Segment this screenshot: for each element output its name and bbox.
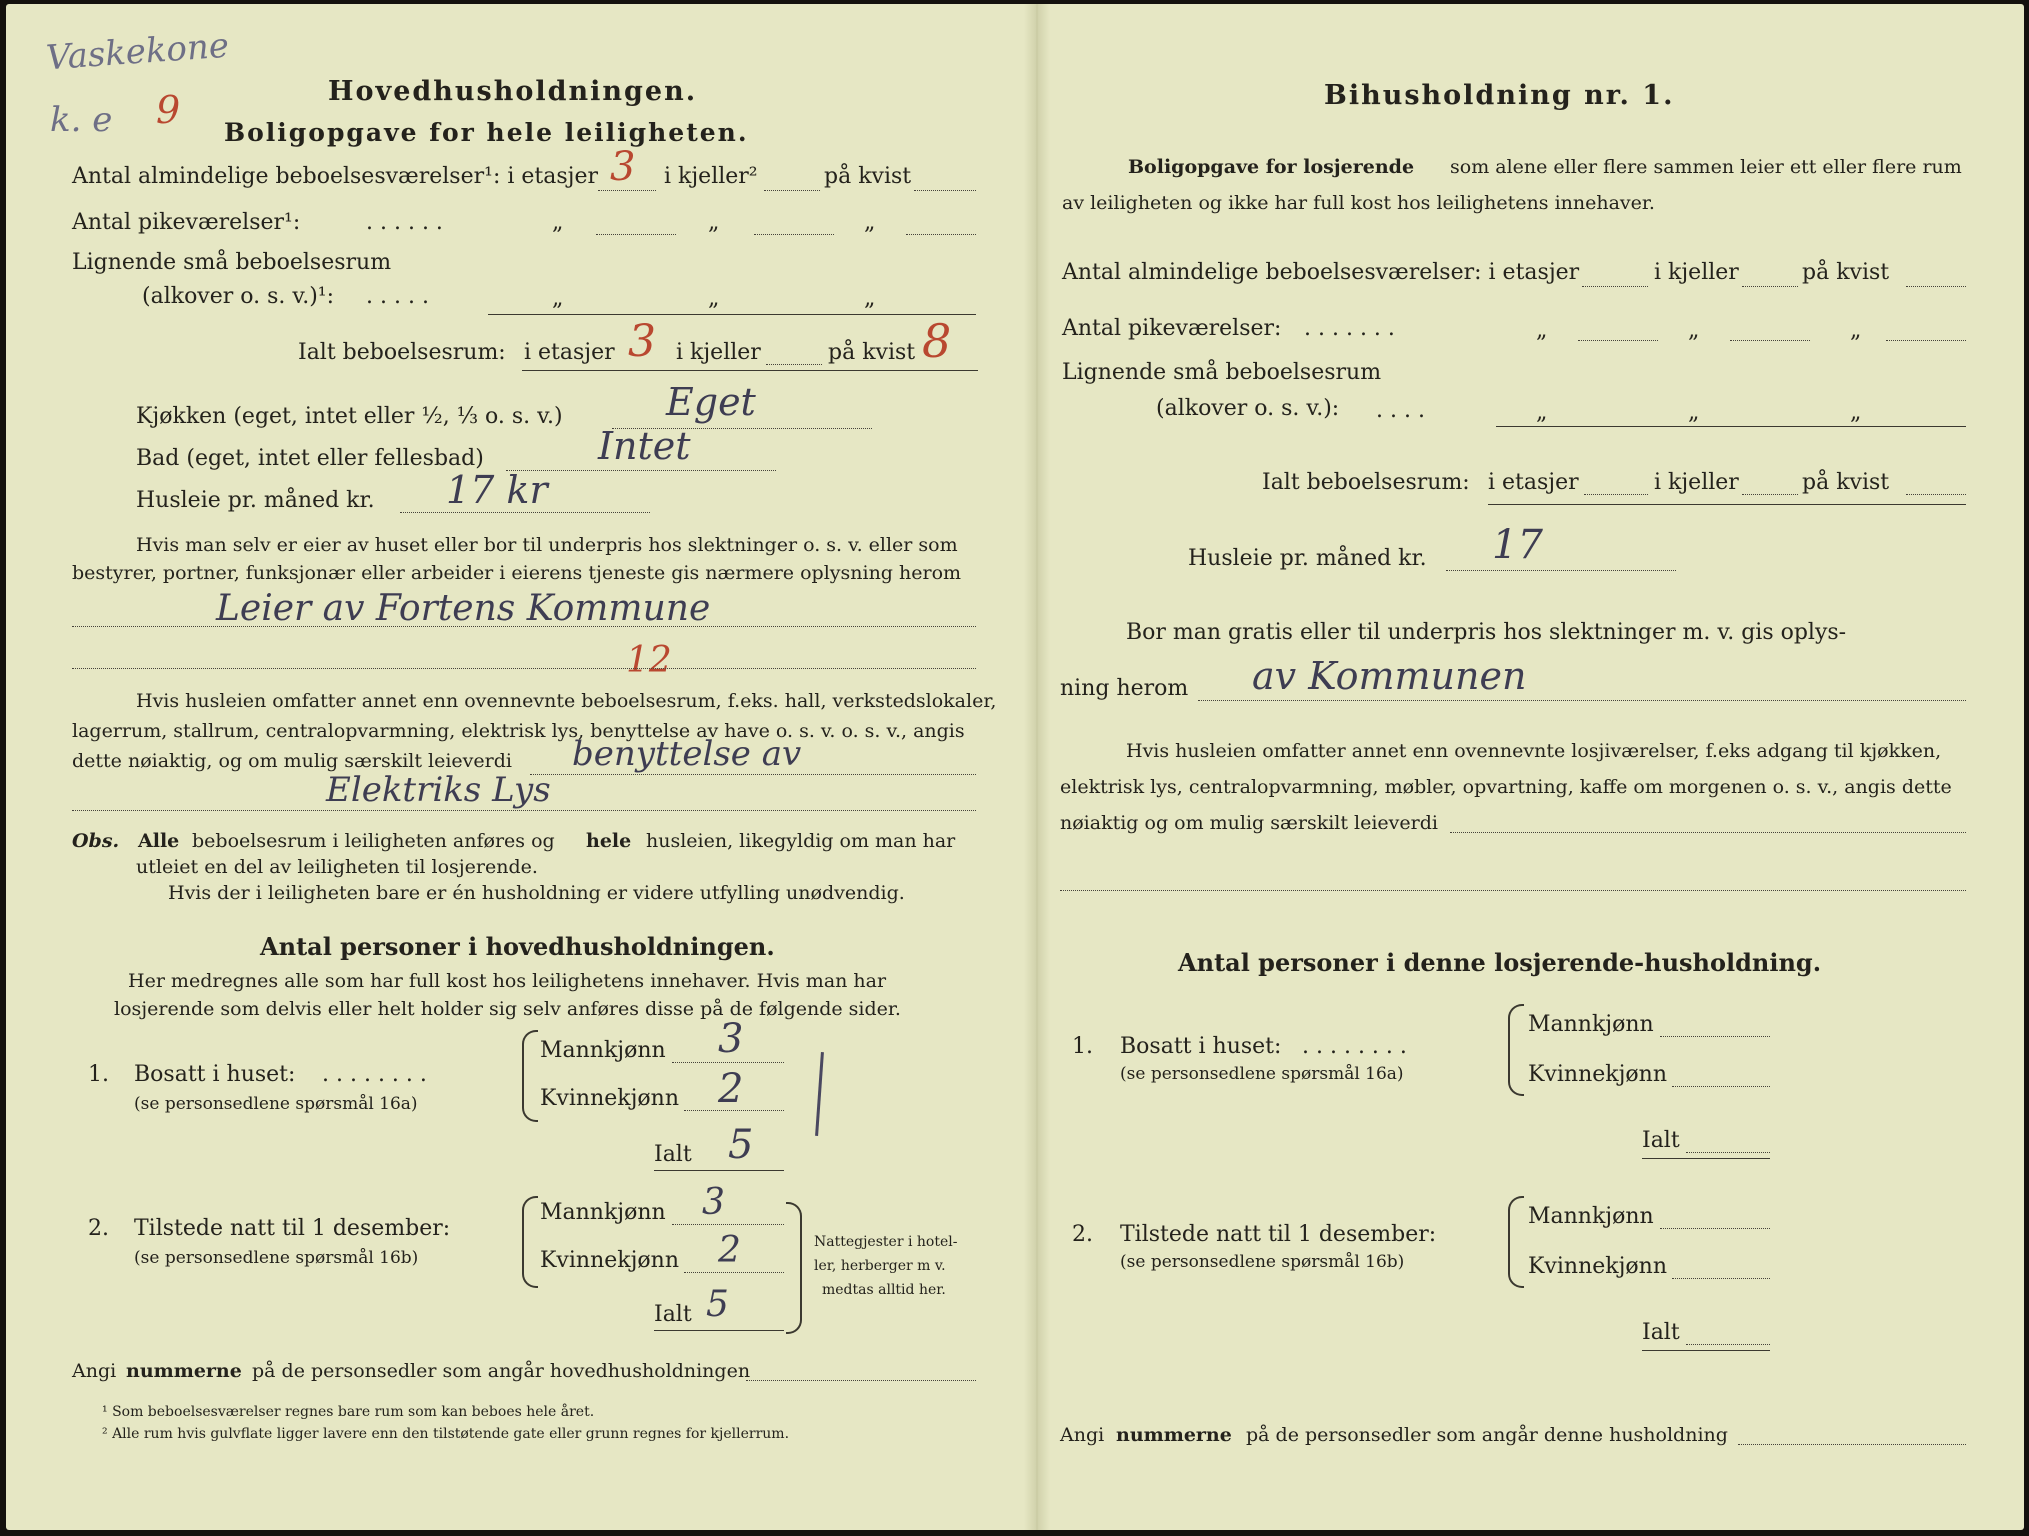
left-ialt-kjeller-label: i kjeller [676, 340, 761, 365]
left-lignende-q3: „ [864, 286, 876, 311]
left-kjokken-value: Eget [666, 380, 756, 424]
right-omfatter-line1: Hvis husleien omfatter annet enn ovennevnte losjiværelser, f.eks adgang til kjøkken, [1126, 740, 1942, 762]
right-intro-text: som alene eller flere sammen leier ett eller flere rum [1450, 156, 1962, 178]
right-angi-nummerne: nummerne [1116, 1424, 1232, 1446]
left-tilstede-mann-value: 3 [702, 1182, 725, 1223]
left-ialt-label: Ialt beboelsesrum: [298, 340, 506, 365]
right-bosatt-sub: (se personsedlene spørsmål 16a) [1120, 1064, 1404, 1084]
right-tilstede-num: 2. [1072, 1222, 1093, 1247]
left-angi-text1: Angi [72, 1360, 117, 1382]
right-angi-text1: Angi [1060, 1424, 1105, 1446]
census-form-sheet [6, 4, 2024, 1530]
left-rooms-kjeller-label: i kjeller² [664, 164, 758, 189]
right-intro-bold: Boligopgave for losjerende [1128, 156, 1415, 178]
margin-note-line2: k. e [50, 100, 113, 140]
right-tilstede-ialt-label: Ialt [1642, 1320, 1680, 1345]
right-personer-title: Antal personer i denne losjerende-husholdning. [1178, 948, 1822, 977]
right-lignende-dots: . . . . [1376, 398, 1425, 423]
right-tilstede-label: Tilstede natt til 1 desember: [1120, 1222, 1437, 1247]
right-gratis-line2: ning herom [1060, 676, 1189, 701]
left-bosatt-sub: (se personsedlene spørsmål 16a) [134, 1094, 418, 1114]
left-rooms-kvist-label: på kvist [824, 164, 912, 189]
left-ialt-etasjer-value: 3 [628, 316, 656, 367]
left-lignende-q1: „ [552, 286, 564, 311]
footnote-2: ² Alle rum hvis gulvflate ligger lavere enn den tilstøtende gate eller grunn regnes for kjellerrum. [102, 1426, 790, 1442]
left-title: Hovedhusholdningen. [328, 76, 698, 107]
left-kjokken-label: Kjøkken (eget, intet eller ½, ⅓ o. s. v.) [136, 404, 563, 429]
left-eier-line2: bestyrer, portner, funksjonær eller arbeider i eierens tjeneste gis nærmere oplysning herom [72, 562, 962, 584]
left-pike-q1: „ [552, 210, 564, 235]
right-bosatt-label: Bosatt i huset: [1120, 1034, 1282, 1059]
left-angi-text2: på de personsedler som angår hovedhusholdningen [252, 1360, 751, 1382]
left-rooms-label: Antal almindelige beboelsesværelser¹: i etasjer [72, 164, 599, 189]
right-ialt-etasjer-label: i etasjer [1488, 470, 1579, 495]
right-tilstede-sub: (se personsedlene spørsmål 16b) [1120, 1252, 1405, 1272]
left-tilstede-kvinne-value: 2 [718, 1230, 741, 1271]
page-fold [1024, 4, 1050, 1530]
right-bosatt-brace [1508, 1004, 1524, 1096]
left-personer-line1: Her medregnes alle som har full kost hos leilighetens innehaver. Hvis man har [128, 970, 887, 992]
left-pike-q2: „ [708, 210, 720, 235]
right-tilstede-kvinne-label: Kvinnekjønn [1528, 1254, 1667, 1279]
left-obs-prefix: Obs. [72, 830, 120, 852]
left-ialt-etasjer-label: i etasjer [524, 340, 615, 365]
margin-note-red-mark: 9 [156, 88, 181, 132]
left-bosatt-dots: . . . . . . . . [322, 1062, 427, 1087]
right-pike-q2: „ [1688, 318, 1700, 343]
left-tilstede-label: Tilstede natt til 1 desember: [134, 1216, 451, 1241]
left-obs-text2: husleien, likegyldig om man har [646, 830, 956, 852]
right-rooms-label: Antal almindelige beboelsesværelser: i etasjer [1062, 260, 1580, 285]
left-tilstede-kvinne-label: Kvinnekjønn [540, 1248, 679, 1273]
right-intro-line2: av leiligheten og ikke har full kost hos leilighetens innehaver. [1062, 192, 1655, 214]
left-obs-hele: hele [586, 830, 632, 852]
left-bosatt-kvinne-value: 2 [718, 1066, 744, 1112]
left-omfatter-line1: Hvis husleien omfatter annet enn ovennevnte beboelsesrum, f.eks. hall, verkstedslokaler, [136, 690, 997, 712]
right-bosatt-dots: . . . . . . . . [1302, 1034, 1407, 1059]
right-pike-dots: . . . . . . . [1304, 316, 1395, 341]
left-nattegjester-line1: Nattegjester i hotel- [814, 1234, 958, 1250]
left-bosatt-kvinne-label: Kvinnekjønn [540, 1086, 679, 1111]
left-nattegjester-line3: medtas alltid her. [822, 1282, 946, 1298]
right-lignende-q1: „ [1536, 400, 1548, 425]
left-obs-line2: utleiet en del av leiligheten til losjerende. [136, 856, 538, 878]
left-bosatt-brace [522, 1030, 538, 1122]
right-gratis-line1: Bor man gratis eller til underpris hos slektninger m. v. gis oplys- [1126, 620, 1847, 645]
left-bad-value: Intet [598, 424, 691, 468]
left-personer-line2: losjerende som delvis eller helt holder sig selv anføres disse på de følgende sider. [114, 998, 901, 1020]
right-tilstede-mann-label: Mannkjønn [1528, 1204, 1654, 1229]
right-bosatt-kvinne-label: Kvinnekjønn [1528, 1062, 1667, 1087]
left-lignende-line2: (alkover o. s. v.)¹: [142, 284, 335, 309]
left-tilstede-sub: (se personsedlene spørsmål 16b) [134, 1248, 419, 1268]
right-lignende-q2: „ [1688, 400, 1700, 425]
left-tilstede-num: 2. [88, 1216, 109, 1241]
left-eier-line1: Hvis man selv er eier av huset eller bor til underpris hos slektninger o. s. v. eller som [136, 534, 958, 556]
footnote-1: ¹ Som beboelsesværelser regnes bare rum som kan beboes hele året. [102, 1404, 595, 1420]
right-rooms-kjeller-label: i kjeller [1654, 260, 1739, 285]
right-pike-q1: „ [1536, 318, 1548, 343]
right-lignende-line2: (alkover o. s. v.): [1156, 396, 1340, 421]
left-obs-text1: beboelsesrum i leiligheten anføres og [192, 830, 555, 852]
right-omfatter-line2: elektrisk lys, centralopvarmning, møbler, opvartning, kaffe om morgenen o. s. v., angis dette [1060, 776, 1952, 798]
left-tilstede-ialt-value: 5 [706, 1284, 729, 1325]
right-bosatt-ialt-label: Ialt [1642, 1128, 1680, 1153]
margin-note-line1: Vaskekone [44, 25, 231, 79]
right-lignende-q3: „ [1850, 400, 1862, 425]
right-husleie-label: Husleie pr. måned kr. [1188, 546, 1427, 571]
left-angi-nummerne: nummerne [126, 1360, 242, 1382]
left-bosatt-label: Bosatt i huset: [134, 1062, 296, 1087]
left-pike-label: Antal pikeværelser¹: [72, 210, 301, 235]
left-husleie-value: 17 kr [446, 468, 548, 512]
left-tilstede-mann-label: Mannkjønn [540, 1200, 666, 1225]
left-eier-red-value: 12 [626, 640, 672, 681]
left-omfatter-value2: Elektriks Lys [326, 770, 551, 810]
right-husleie-value: 17 [1492, 522, 1543, 568]
left-rooms-etasjer-value: 3 [610, 144, 636, 190]
left-personer-title: Antal personer i hovedhusholdningen. [260, 932, 775, 961]
left-husleie-label: Husleie pr. måned kr. [136, 488, 375, 513]
left-bad-label: Bad (eget, intet eller fellesbad) [136, 446, 484, 471]
left-bosatt-mann-label: Mannkjønn [540, 1038, 666, 1063]
right-bosatt-mann-label: Mannkjønn [1528, 1012, 1654, 1037]
left-tilstede-brace [522, 1196, 538, 1288]
left-obs-line3: Hvis der i leiligheten bare er én husholdning er videre utfylling unødvendig. [168, 882, 905, 904]
left-lignende-q2: „ [708, 286, 720, 311]
left-ialt-kvist-value: 8 [922, 314, 952, 368]
right-ialt-label: Ialt beboelsesrum: [1262, 470, 1470, 495]
left-lignende-dots: . . . . . [366, 284, 429, 309]
left-nattegjester-line2: ler, herberger m v. [814, 1258, 946, 1274]
right-pike-label: Antal pikeværelser: [1062, 316, 1282, 341]
left-pike-q3: „ [864, 210, 876, 235]
right-lignende-line1: Lignende små beboelsesrum [1062, 360, 1382, 385]
left-pike-dots: . . . . . . [366, 210, 443, 235]
right-ialt-kjeller-label: i kjeller [1654, 470, 1739, 495]
left-subtitle: Boligopgave for hele leiligheten. [224, 118, 749, 147]
right-pike-q3: „ [1850, 318, 1862, 343]
left-bosatt-ialt-label: Ialt [654, 1142, 692, 1167]
left-bosatt-check-mark [815, 1052, 824, 1136]
left-lignende-line1: Lignende små beboelsesrum [72, 250, 392, 275]
left-ialt-kvist-label: på kvist [828, 340, 916, 365]
right-ialt-kvist-label: på kvist [1802, 470, 1890, 495]
right-omfatter-line3: nøiaktig og om mulig særskilt leieverdi [1060, 812, 1438, 834]
left-tilstede-ialt-label: Ialt [654, 1302, 692, 1327]
left-tilstede-right-brace [786, 1202, 802, 1334]
right-gratis-value: av Kommunen [1252, 654, 1527, 698]
left-eier-value: Leier av Fortens Kommune [216, 588, 711, 629]
left-bosatt-mann-value: 3 [718, 1016, 744, 1062]
left-obs-alle: Alle [138, 830, 180, 852]
left-bosatt-num: 1. [88, 1062, 109, 1087]
left-bosatt-ialt-value: 5 [728, 1122, 754, 1168]
right-tilstede-brace [1508, 1196, 1524, 1288]
left-omfatter-line3: dette nøiaktig, og om mulig særskilt leieverdi [72, 750, 512, 772]
left-omfatter-value1: benyttelse av [572, 734, 802, 774]
left-omfatter-line2: lagerrum, stallrum, centralopvarmning, elektrisk lys, benyttelse av have o. s. v. o. s. v., angis [72, 720, 965, 742]
right-title: Bihusholdning nr. 1. [1324, 80, 1675, 111]
right-bosatt-num: 1. [1072, 1034, 1093, 1059]
right-rooms-kvist-label: på kvist [1802, 260, 1890, 285]
right-angi-text2: på de personsedler som angår denne husholdning [1246, 1424, 1728, 1446]
